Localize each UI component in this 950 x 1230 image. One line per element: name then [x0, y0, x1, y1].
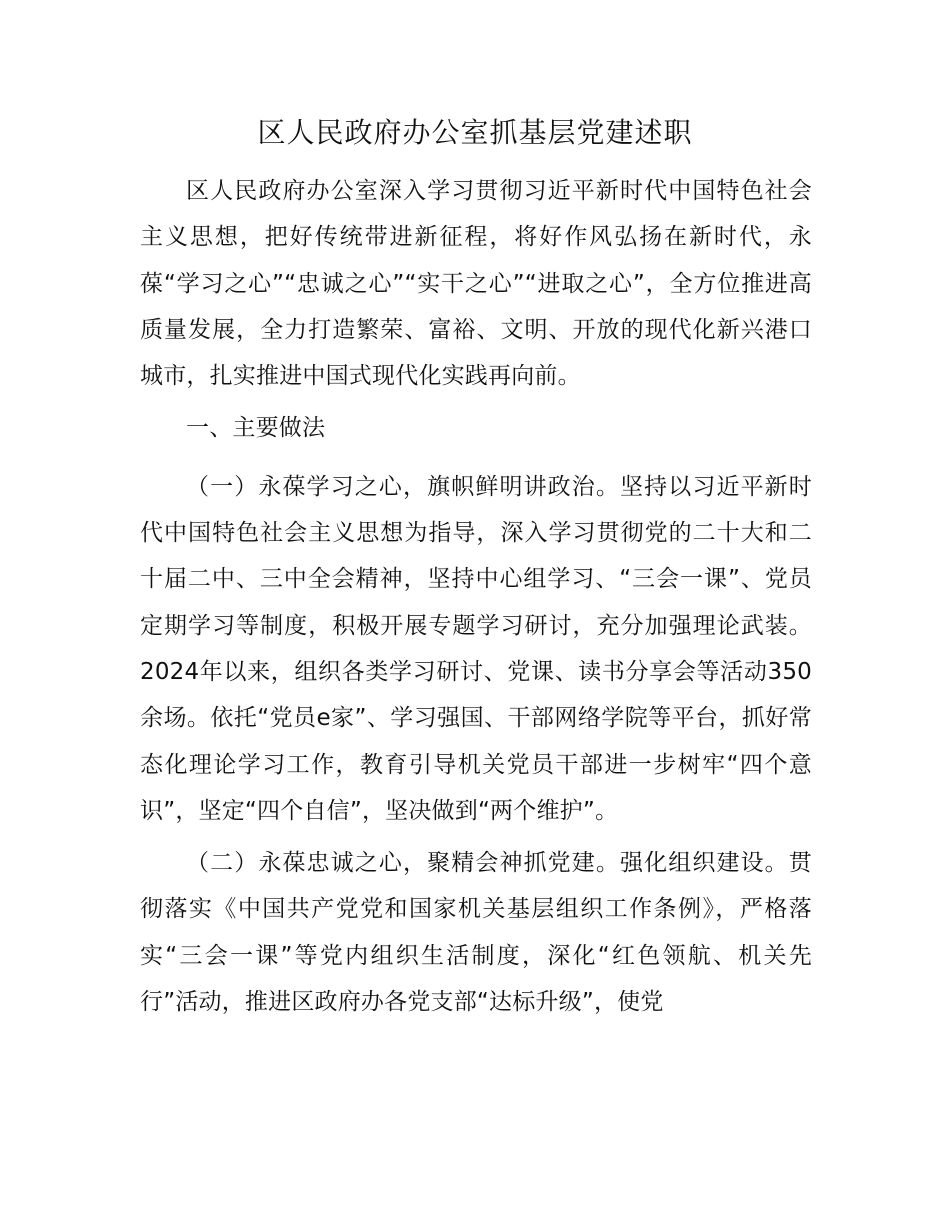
subsection-2-paragraph: （二）永葆忠诚之心，聚精会神抓党建。强化组织建设。贯彻落实《中国共产党党和国家机关基层组织工作条例》，严格落实“三会一课”等党内组织生活制度，深化“红色领航、机关先行”活动，推进区政府办各党支部“达标升级”，使党: [140, 850, 812, 1016]
document-body: [140, 168, 812, 1025]
section-heading: 一、主要做法: [186, 415, 326, 442]
intro-paragraph: 区人民政府办公室深入学习贯彻习近平新时代中国特色社会主义思想，把好传统带进新征程，将好作风弘扬在新时代，永葆“学习之心”“忠诚之心”“实干之心”“进取之心”，全方位推进高质量发展，全力打造繁荣、富裕、文明、开放的现代化新兴港口城市，扎实推进中国式现代化实践再向前。: [140, 178, 812, 390]
document-title: 区人民政府办公室抓基层党建述职: [257, 116, 693, 149]
subsection-1-paragraph: （一）永葆学习之心，旗帜鲜明讲政治。坚持以习近平新时代中国特色社会主义思想为指导，深入学习贯彻党的二十大和二十届二中、三中全会精神，坚持中心组学习、“三会一课”、党员定期学习等制度，积极开展专题学习研讨，充分加强理论武装。2024年以来，组织各类学习研讨、党课、读书分享会等活动350余场。依托“党员e家”、学习强国、干部网络学院等平台，抓好常态化理论学习工作，教育引导机关党员干部进一步树牢“四个意识”，坚定“四个自信”，坚决做到“两个维护”。: [140, 473, 812, 824]
